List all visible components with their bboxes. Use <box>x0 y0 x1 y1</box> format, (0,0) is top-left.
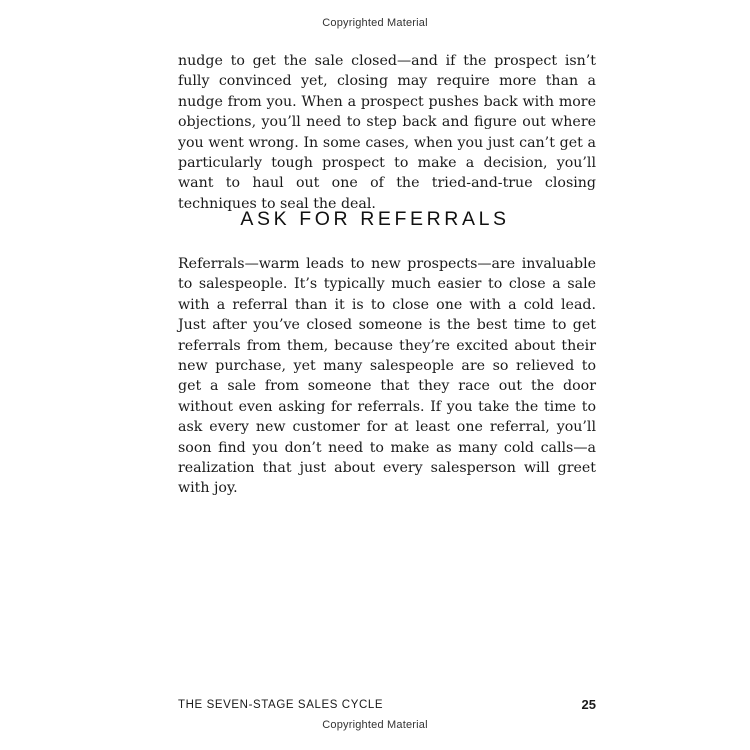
copyright-watermark-bottom: Copyrighted Material <box>322 719 428 731</box>
body-paragraph-2: Referrals—warm leads to new prospects—are invaluable to salespeople. It’s typically much easier to close a sale with a referral than it is to close one with a cold lead. Just after you’ve closed someone is the best time to get referrals from them, because they’re excited about their new purchase, yet many salespeople are so relieved to get a sale from someone that they race out the door without even asking for referrals. If you take the time to ask every new customer for at least one referral, you’ll soon find you don’t need to make as many cold calls—a realization that just about every salesperson will greet with joy. <box>178 256 596 497</box>
section-heading: ASK FOR REFERRALS <box>240 208 510 230</box>
page-number: 25 <box>581 697 596 712</box>
running-footer-title: THE SEVEN-STAGE SALES CYCLE <box>178 699 384 711</box>
body-paragraph-1: nudge to get the sale closed—and if the prospect isn’t fully convinced yet, closing may require more than a nudge from you. When a prospect pushes back with more objections, you’ll need to step back and figure out where you went wrong. In some cases, when you just can’t get a particularly tough prospect to make a decision, you’ll want to haul out one of the tried-and-true closing techniques to seal the deal. <box>178 53 596 212</box>
copyright-watermark-top: Copyrighted Material <box>322 17 428 29</box>
